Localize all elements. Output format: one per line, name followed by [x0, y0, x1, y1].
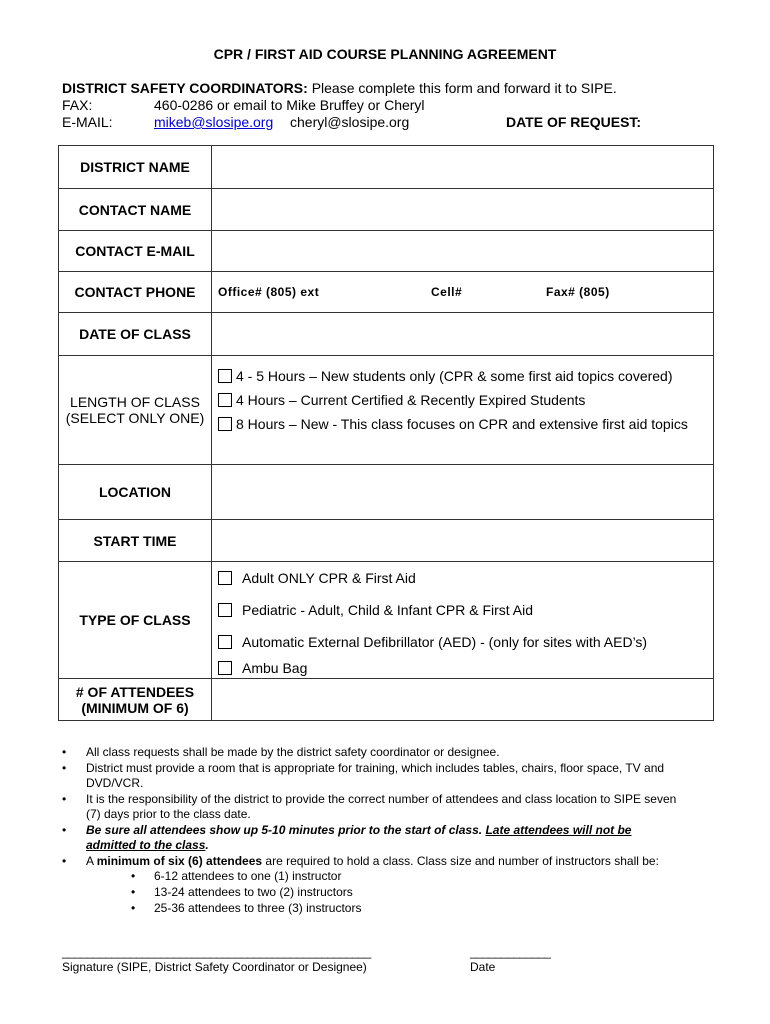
- attendees-field[interactable]: [212, 679, 714, 721]
- bullet-4-part2: Late attendees will not be: [485, 823, 632, 837]
- type-option-4-label: Ambu Bag: [242, 660, 308, 676]
- planning-form-table: [58, 145, 714, 721]
- date-of-class-field[interactable]: [212, 313, 714, 356]
- bullet-4-line2-underlined: admitted to the class: [86, 838, 206, 852]
- bullet-4-line1: [86, 823, 631, 838]
- sub-bullet-3: 25-36 attendees to three (3) instructors: [154, 901, 362, 915]
- email-label: E-MAIL:: [62, 114, 113, 130]
- date-of-class-label: DATE OF CLASS: [59, 313, 212, 356]
- sub-bullet-1: 6-12 attendees to one (1) instructor: [154, 869, 342, 883]
- bullet-icon: •: [62, 792, 67, 806]
- district-name-label: DISTRICT NAME: [59, 146, 212, 189]
- signature-line[interactable]: __________________________________________________: [62, 945, 371, 959]
- contact-email-field[interactable]: [212, 231, 714, 272]
- type-option-2[interactable]: [212, 594, 713, 626]
- type-option-2-label: Pediatric - Adult, Child & Infant CPR & First Aid: [242, 602, 534, 618]
- attendees-label: [59, 679, 212, 721]
- bullet-3-line2: (7) days prior to the class date.: [86, 807, 251, 821]
- contact-email-row: [59, 231, 714, 272]
- district-name-row: [59, 146, 714, 189]
- checkbox[interactable]: [218, 393, 232, 407]
- type-of-class-label: TYPE OF CLASS: [59, 562, 212, 679]
- contact-name-field[interactable]: [212, 189, 714, 231]
- contact-email-label: CONTACT E-MAIL: [59, 231, 212, 272]
- bullet-icon: •: [62, 823, 67, 837]
- bullet-4-line2: [86, 838, 209, 853]
- type-of-class-row: [59, 562, 714, 679]
- bullet-3-line1: It is the responsibility of the district to provide the correct number of attendees and class location to SIPE seven: [86, 792, 677, 806]
- phone-office-label: Office# (805) ext: [218, 285, 320, 299]
- location-field[interactable]: [212, 465, 714, 520]
- type-option-3-label: Automatic External Defibrillator (AED) - (only for sites with AED’s): [242, 634, 648, 650]
- start-time-row: [59, 520, 714, 562]
- attendees-label-line2: (MINIMUM OF 6): [81, 699, 189, 716]
- bullet-icon: •: [62, 745, 67, 759]
- bullet-icon: •: [62, 854, 67, 868]
- contact-phone-label: CONTACT PHONE: [59, 272, 212, 313]
- contact-phone-field[interactable]: [212, 272, 714, 313]
- phone-cell-label: Cell#: [431, 285, 463, 299]
- length-option-2[interactable]: [212, 388, 713, 412]
- bullet-icon: •: [131, 869, 136, 883]
- date-line[interactable]: _____________: [470, 945, 551, 959]
- coordinators-line: [62, 80, 617, 96]
- type-option-4[interactable]: [212, 658, 713, 678]
- checkbox[interactable]: [218, 603, 232, 617]
- coordinators-text: Please complete this form and forward it to SIPE.: [311, 80, 617, 96]
- type-option-1-label: Adult ONLY CPR & First Aid: [242, 570, 416, 586]
- bullet-5-rest: are required to hold a class. Class size and number of instructors shall be:: [262, 854, 659, 868]
- checkbox[interactable]: [218, 571, 232, 585]
- start-time-label: START TIME: [59, 520, 212, 562]
- length-of-class-label-line2: (SELECT ONLY ONE): [65, 410, 205, 426]
- location-label: LOCATION: [59, 465, 212, 520]
- attendees-label-line1: # OF ATTENDEES: [75, 683, 195, 700]
- length-option-3-label: 8 Hours – New - This class focuses on CPR and extensive first aid topics: [236, 416, 688, 432]
- date-of-request-label: DATE OF REQUEST:: [506, 114, 642, 130]
- coordinators-label: DISTRICT SAFETY COORDINATORS:: [62, 80, 308, 96]
- date-label: Date: [470, 960, 496, 974]
- length-options-cell: [212, 356, 714, 465]
- bullet-5-prefix: A: [86, 854, 97, 868]
- start-time-field[interactable]: [212, 520, 714, 562]
- length-of-class-row: [59, 356, 714, 465]
- checkbox[interactable]: [218, 661, 232, 675]
- signature-label: Signature (SIPE, District Safety Coordinator or Designee): [62, 960, 367, 974]
- contact-name-row: [59, 189, 714, 231]
- type-options-cell: [212, 562, 714, 679]
- district-name-field[interactable]: [212, 146, 714, 189]
- sub-bullet-2: 13-24 attendees to two (2) instructors: [154, 885, 353, 899]
- bullet-icon: •: [62, 761, 67, 775]
- bullet-icon: •: [131, 901, 136, 915]
- length-option-2-label: 4 Hours – Current Certified & Recently Expired Students: [236, 392, 586, 408]
- fax-text: 460-0286 or email to Mike Bruffey or Cheryl: [154, 97, 425, 113]
- contact-name-label: CONTACT NAME: [59, 189, 212, 231]
- location-row: [59, 465, 714, 520]
- length-option-1-label: 4 - 5 Hours – New students only (CPR & some first aid topics covered): [236, 368, 673, 384]
- length-option-3[interactable]: [212, 412, 713, 436]
- checkbox[interactable]: [218, 369, 232, 383]
- checkbox[interactable]: [218, 417, 232, 431]
- email-text-cheryl: cheryl@slosipe.org: [290, 114, 410, 130]
- email-link-mike[interactable]: mikeb@slosipe.org: [154, 114, 274, 130]
- bullet-5: [86, 854, 659, 869]
- length-of-class-label: [59, 356, 212, 465]
- type-option-1[interactable]: [212, 562, 713, 594]
- bullet-icon: •: [131, 885, 136, 899]
- bullet-2-line2: DVD/VCR.: [86, 776, 144, 790]
- attendees-row: [59, 679, 714, 721]
- length-of-class-label-line1: LENGTH OF CLASS: [70, 394, 200, 410]
- bullet-4-period: .: [205, 838, 209, 852]
- phone-fax-label: Fax# (805): [546, 285, 610, 299]
- length-option-1[interactable]: [212, 364, 713, 388]
- page-title: CPR / FIRST AID COURSE PLANNING AGREEMENT: [213, 46, 557, 62]
- bullet-4-part1: Be sure all attendees show up 5-10 minutes prior to the start of class.: [86, 823, 483, 837]
- fax-label: FAX:: [62, 97, 93, 113]
- checkbox[interactable]: [218, 635, 232, 649]
- bullet-2-line1: District must provide a room that is appropriate for training, which includes tables, chairs, floor space, TV and: [86, 761, 665, 775]
- bullet-1: All class requests shall be made by the district safety coordinator or designee.: [86, 745, 500, 759]
- contact-phone-row: [59, 272, 714, 313]
- type-option-3[interactable]: [212, 626, 713, 658]
- bullet-5-bold: minimum of six (6) attendees: [96, 854, 263, 868]
- date-of-class-row: [59, 313, 714, 356]
